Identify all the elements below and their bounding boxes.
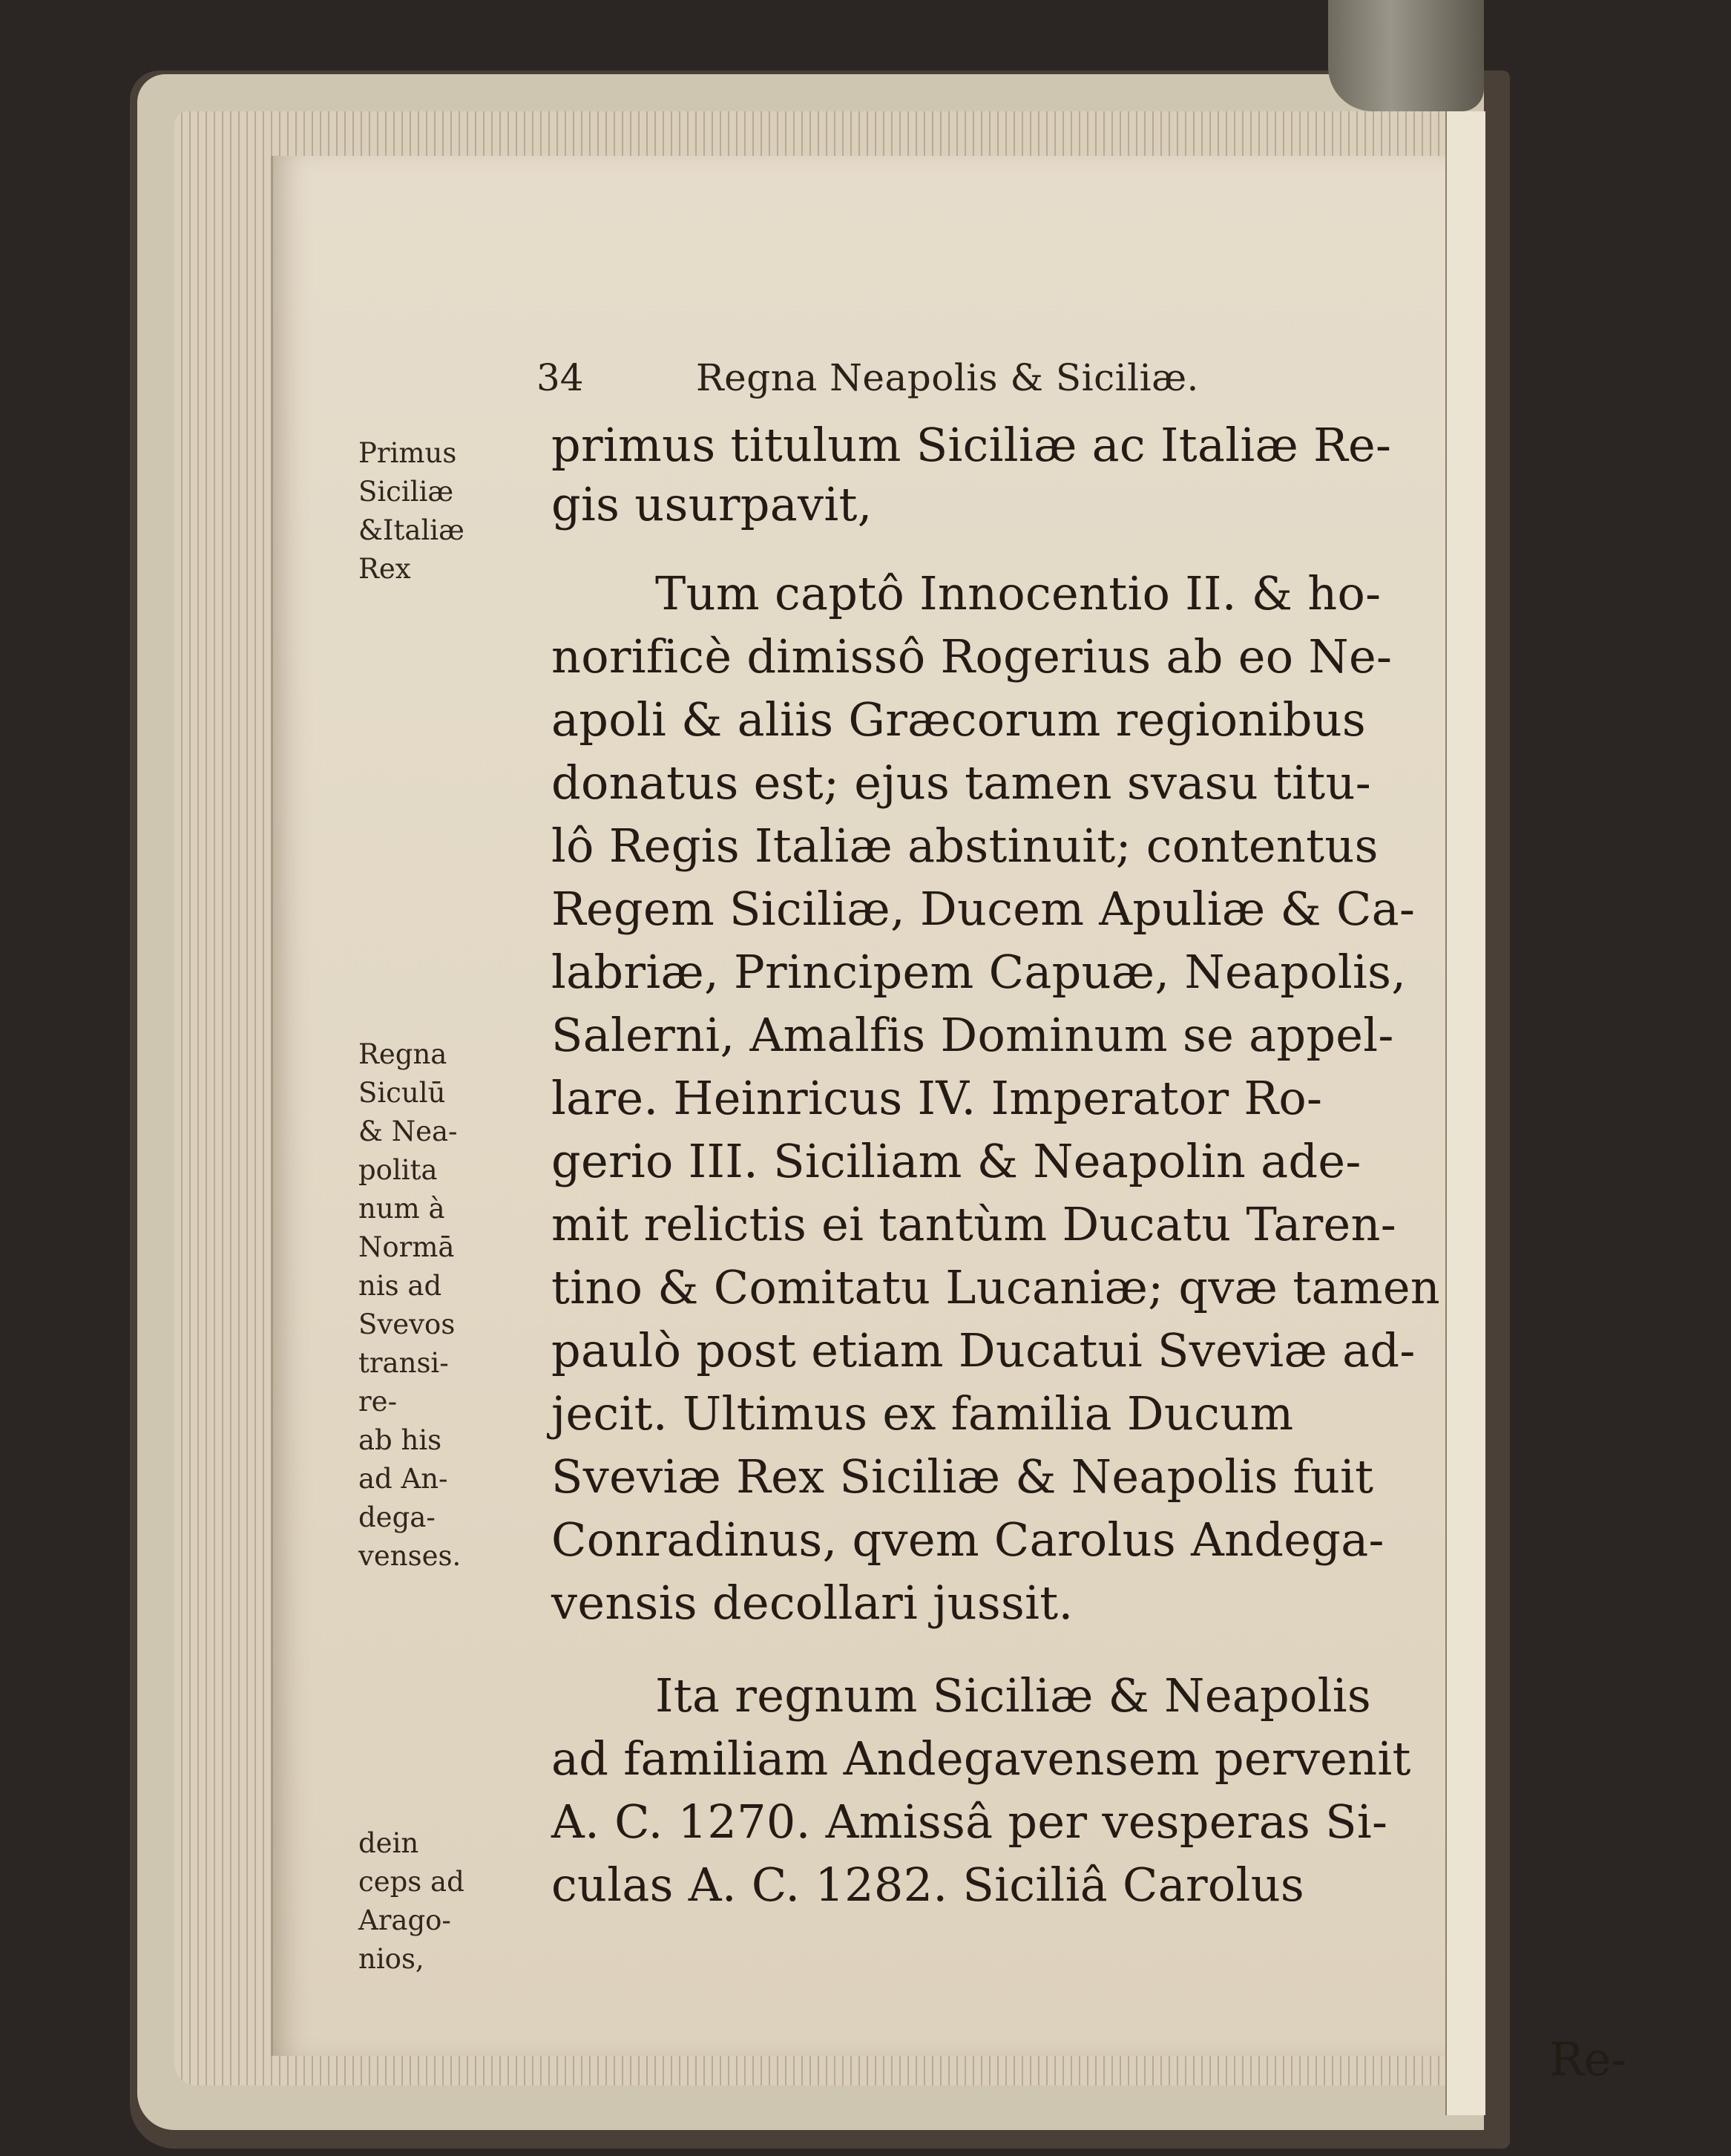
text-line: Sveviæ Rex Siciliæ & Neapolis fuit [551, 1449, 1374, 1504]
text-line: apoli & aliis Græcorum regionibus [551, 692, 1367, 747]
margin-note-line: ab his [358, 1424, 442, 1456]
text-line: vensis decollari jussit. [551, 1576, 1074, 1630]
text-line: Regem Siciliæ, Ducem Apuliæ & Ca- [551, 882, 1416, 936]
margin-note-line: venses. [358, 1540, 462, 1572]
margin-note-line: & Nea- [358, 1115, 458, 1147]
margin-note-line: Siciliæ [358, 476, 454, 508]
book-clasp [1328, 0, 1484, 111]
margin-note-line: Siculū [358, 1077, 446, 1109]
text-line: labriæ, Principem Capuæ, Neapolis, [551, 945, 1407, 999]
text-line: mit relictis ei tantùm Ducatu Taren- [551, 1197, 1396, 1251]
margin-note-line: &Italiæ [358, 514, 464, 546]
text-line: gis usurpavit, [551, 477, 873, 531]
margin-note-line: ad An- [358, 1463, 448, 1495]
text-line: donatus est; ejus tamen svasu titu- [551, 756, 1371, 810]
catchword: Re- [1549, 2032, 1627, 2086]
margin-note-line: Rex [358, 553, 411, 585]
margin-note-line: nis ad [358, 1270, 442, 1302]
margin-note-line: Primus [358, 437, 457, 469]
margin-note-line: dega- [358, 1501, 436, 1533]
margin-note-line: Arago- [358, 1904, 451, 1936]
margin-note-line: ceps ad [358, 1866, 464, 1898]
margin-note-line: Normā [358, 1231, 455, 1263]
text-line: paulò post etiam Ducatui Sveviæ ad- [551, 1323, 1416, 1377]
text-line: Ita regnum Siciliæ & Neapolis [655, 1668, 1371, 1723]
text-line: tino & Comitatu Lucaniæ; qvæ tamen [551, 1260, 1441, 1314]
margin-note-line: dein [358, 1827, 419, 1859]
text-line: culas A. C. 1282. Siciliâ Carolus [551, 1858, 1305, 1912]
text-line: lare. Heinricus IV. Imperator Ro- [551, 1071, 1323, 1125]
running-title: Regna Neapolis & Siciliæ. [696, 356, 1199, 399]
margin-note-line: re- [358, 1386, 398, 1418]
margin-note-line: nios, [358, 1943, 424, 1975]
text-line: Tum captô Innocentio II. & ho- [655, 566, 1382, 620]
text-line: Salerni, Amalfis Dominum se appel- [551, 1008, 1394, 1062]
margin-note-line: polita [358, 1154, 438, 1186]
body-text [273, 156, 1445, 2056]
page-number: 34 [536, 356, 584, 399]
margin-note-line: Svevos [358, 1308, 456, 1340]
text-line: gerio III. Siciliam & Neapolin ade- [551, 1134, 1362, 1188]
book-page [271, 156, 1627, 2086]
margin-note-line: transi- [358, 1347, 449, 1379]
text-line: primus titulum Siciliæ ac Italiæ Re- [551, 418, 1392, 472]
margin-note-line: Regna [358, 1038, 447, 1070]
text-line: A. C. 1270. Amissâ per vesperas Si- [551, 1795, 1388, 1849]
text-line: lô Regis Italiæ abstinuit; contentus [551, 819, 1379, 873]
margin-note-line: num à [358, 1193, 445, 1225]
text-line: norificè dimissô Rogerius ab eo Ne- [551, 629, 1393, 684]
text-line: jecit. Ultimus ex familia Ducum [551, 1386, 1294, 1441]
text-line: ad familiam Andegavensem pervenit [551, 1731, 1411, 1786]
text-line: Conradinus, qvem Carolus Andega- [551, 1513, 1385, 1567]
